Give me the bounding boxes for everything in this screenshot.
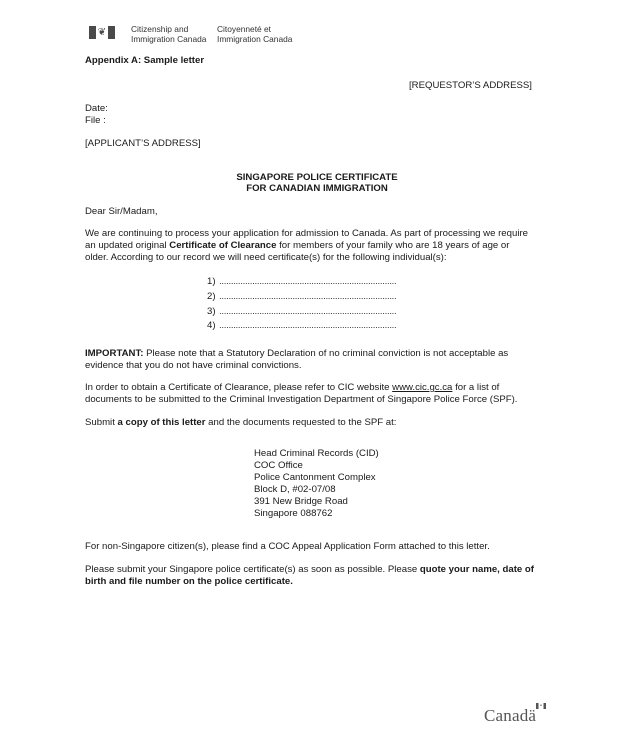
important-line1 [85, 348, 508, 360]
individual-line [207, 320, 437, 332]
para1-line2 [85, 240, 509, 252]
canada-flag-icon: ❦ [89, 26, 115, 39]
dot-leader: ........................................................................... [219, 291, 397, 302]
dept-fr-line2: Immigration Canada [217, 34, 293, 44]
spf-address-line: Head Criminal Records (CID) [254, 448, 379, 459]
copy-of-letter-bold: a copy of this letter [117, 417, 206, 428]
dept-name-en [131, 24, 206, 44]
individual-line [207, 276, 437, 288]
individual-number: 3) [207, 306, 216, 317]
cic-line1-post: for a list of [452, 382, 500, 393]
para1-line2-post: for members of your family who are 18 years of age or [276, 240, 510, 251]
canada-wordmark: Canadä [484, 706, 537, 725]
submit-line [85, 417, 396, 429]
subject-line-1: SINGAPORE POLICE CERTIFICATE [236, 172, 398, 183]
dept-en-line1: Citizenship and [131, 24, 189, 34]
non-singapore-note: For non-Singapore citizen(s), please find a COC Appeal Application Form attached to this letter. [85, 541, 490, 552]
para1-line3: older. According to our record we will need certificate(s) for the following individual(s): [85, 252, 447, 263]
spf-address-line: Police Cantonment Complex [254, 472, 376, 483]
individual-number: 4) [207, 320, 216, 331]
para1-line2-pre: an updated original [85, 240, 170, 251]
salutation: Dear Sir/Madam, [85, 206, 158, 217]
dept-en-line2: Immigration Canada [131, 34, 207, 44]
spf-address-line: Singapore 088762 [254, 508, 333, 519]
subject-line-2: FOR CANADIAN IMMIGRATION [246, 183, 388, 194]
submit-pre: Submit [85, 417, 118, 428]
appendix-title: Appendix A: Sample letter [85, 55, 205, 66]
individual-line [207, 306, 437, 318]
important-text: Please note that a Statutory Declaration of no criminal conviction is not acceptable as [143, 348, 509, 359]
final-line1-pre: Please submit your Singapore police certificate(s) as soon as possible. Please [85, 564, 420, 575]
individual-number: 1) [207, 276, 216, 287]
dept-fr-line1: Citoyenneté et [217, 24, 272, 34]
individual-number: 2) [207, 291, 216, 302]
submit-post: and the documents requested to the SPF at: [205, 417, 397, 428]
cic-line1-pre: In order to obtain a Certificate of Clearance, please refer to CIC website [85, 382, 393, 393]
certificate-of-clearance-bold: Certificate of Clearance [169, 240, 277, 251]
applicant-address: [APPLICANT’S ADDRESS] [85, 138, 201, 149]
spf-address-line: Block D, #02-07/08 [254, 484, 336, 495]
file-label: File : [85, 115, 106, 126]
dot-leader: ........................................................................... [219, 320, 397, 331]
requestor-address: [REQUESTOR’S ADDRESS] [409, 80, 532, 91]
dot-leader: ........................................................................... [219, 306, 397, 317]
final-line1 [85, 564, 534, 576]
date-label: Date: [85, 103, 108, 114]
spf-address-line: 391 New Bridge Road [254, 496, 348, 507]
canada-wordmark-flag-icon [536, 703, 546, 709]
dept-name-fr [217, 24, 292, 44]
important-label: IMPORTANT: [85, 348, 144, 359]
important-line2: evidence that you do not have criminal convictions. [85, 360, 302, 371]
cic-website-link[interactable]: www.cic.gc.ca [392, 382, 453, 393]
para1-line1: We are continuing to process your application for admission to Canada. As part of processing we require [85, 228, 528, 239]
individual-line [207, 291, 437, 303]
cic-line1 [85, 382, 499, 394]
final-line1-bold: quote your name, date of [419, 564, 534, 575]
spf-address-line: COC Office [254, 460, 303, 471]
dot-leader: ........................................................................... [219, 276, 397, 287]
final-line2: birth and file number on the police certificate. [85, 576, 293, 587]
cic-line2: documents to be submitted to the Criminal Investigation Department of Singapore Police Force (SPF). [85, 394, 518, 405]
